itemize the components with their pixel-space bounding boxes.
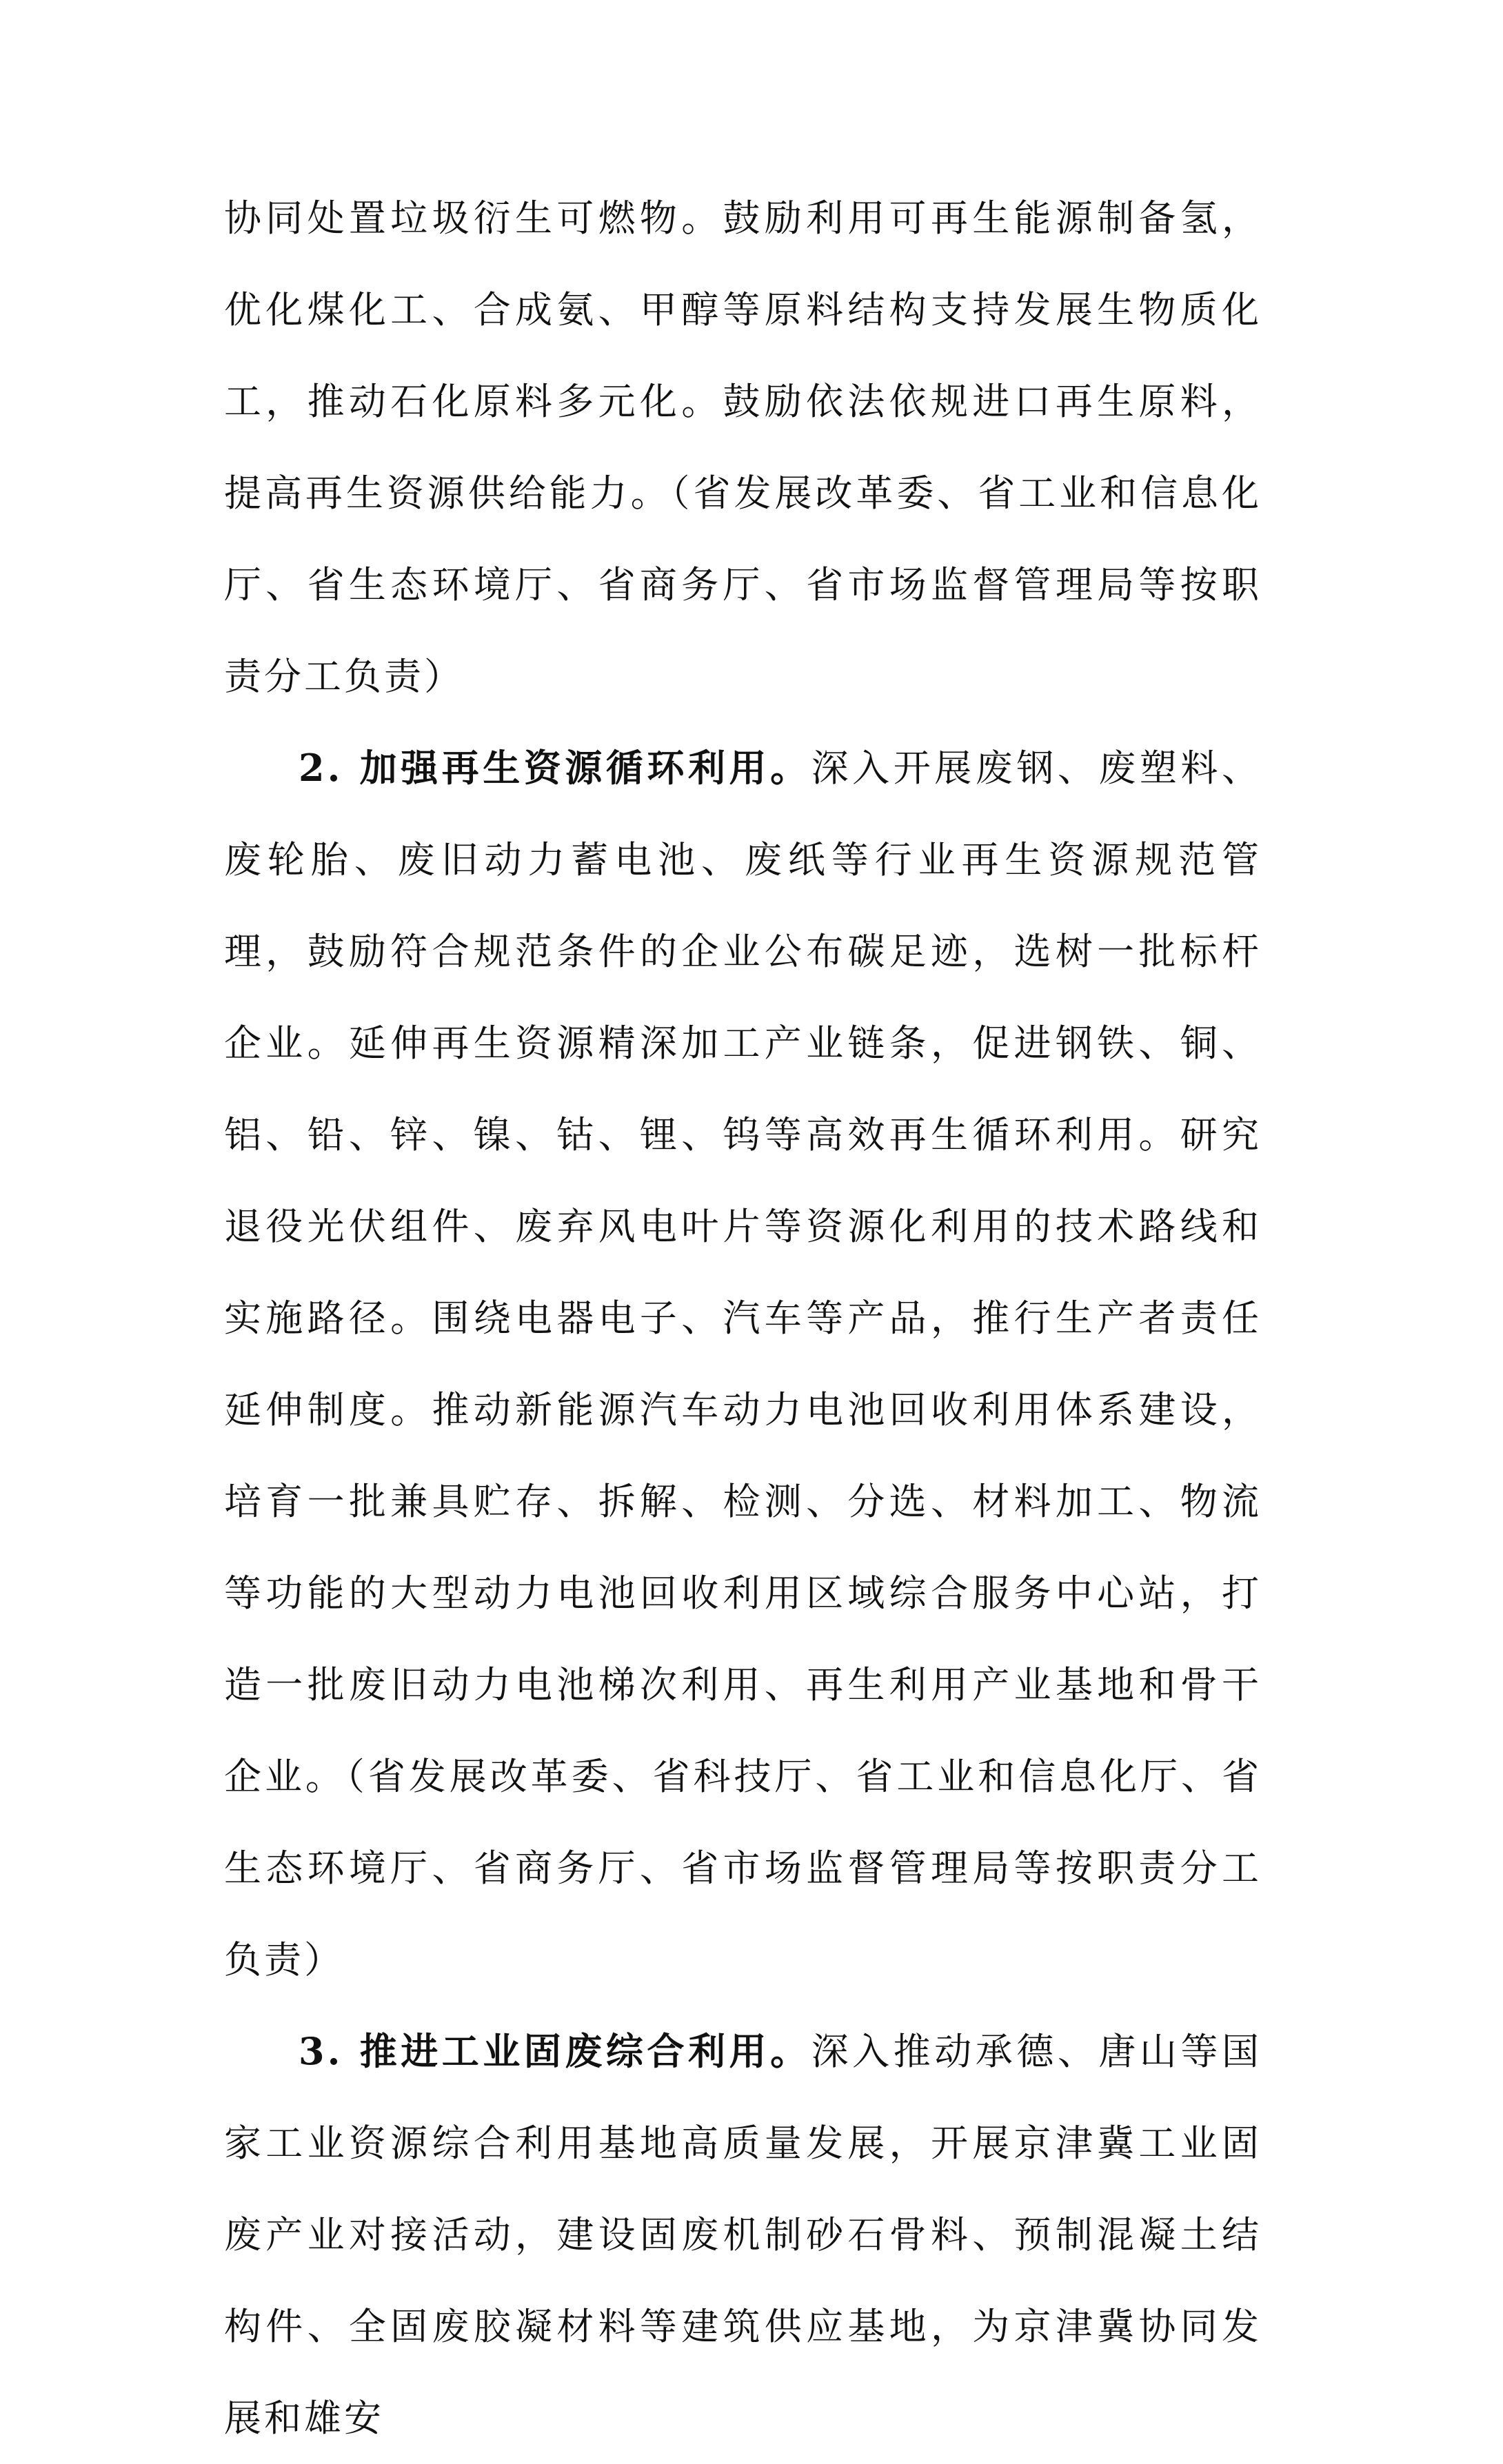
paragraph-recycling-resources [224, 722, 1262, 2006]
paragraph-text: 协同处置垃圾衍生可燃物。鼓励利用可再生能源制备氢，优化煤化工、合成氨、甲醇等原料结构支持发展生物质化工，推动石化原料多元化。鼓励依法依规进口再生原料，提高再生资源供给能力。（省发展改革委、省工业和信息化厅、省生态环境厅、省商务厅、省市场监督管理局等按职责分工负责） [224, 196, 1262, 698]
paragraph-text: 深入开展废钢、废塑料、废轮胎、废旧动力蓄电池、废纸等行业再生资源规范管理，鼓励符合规范条件的企业公布碳足迹，选树一批标杆企业。延伸再生资源精深加工产业链条，促进钢铁、铜、铝、铅、锌、镍、钴、锂、钨等高效再生循环利用。研究退役光伏组件、废弃风电叶片等资源化利用的技术路线和实施路径。围绕电器电子、汽车等产品，推行生产者责任延伸制度。推动新能源汽车动力电池回收利用体系建设，培育一批兼具贮存、拆解、检测、分选、材料加工、物流等功能的大型动力电池回收利用区域综合服务中心站，打造一批废旧动力电池梯次利用、再生利用产业基地和骨干企业。（省发展改革委、省科技厅、省工业和信息化厅、省生态环境厅、省商务厅、省市场监督管理局等按职责分工负责） [224, 746, 1262, 1982]
document-body [224, 172, 1262, 2464]
paragraph-industrial-solid-waste [224, 2006, 1262, 2464]
paragraph-heading: 3. 推进工业固废综合利用。 [299, 2029, 811, 2073]
paragraph-continuation [224, 172, 1262, 722]
paragraph-heading: 2. 加强再生资源循环利用。 [299, 746, 811, 790]
paragraph-text: 深入推动承德、唐山等国家工业资源综合利用基地高质量发展，开展京津冀工业固废产业对接活动，建设固废机制砂石骨料、预制混凝土结构件、全固废胶凝材料等建筑供应基地，为京津冀协同发展和雄安 [224, 2030, 1262, 2440]
